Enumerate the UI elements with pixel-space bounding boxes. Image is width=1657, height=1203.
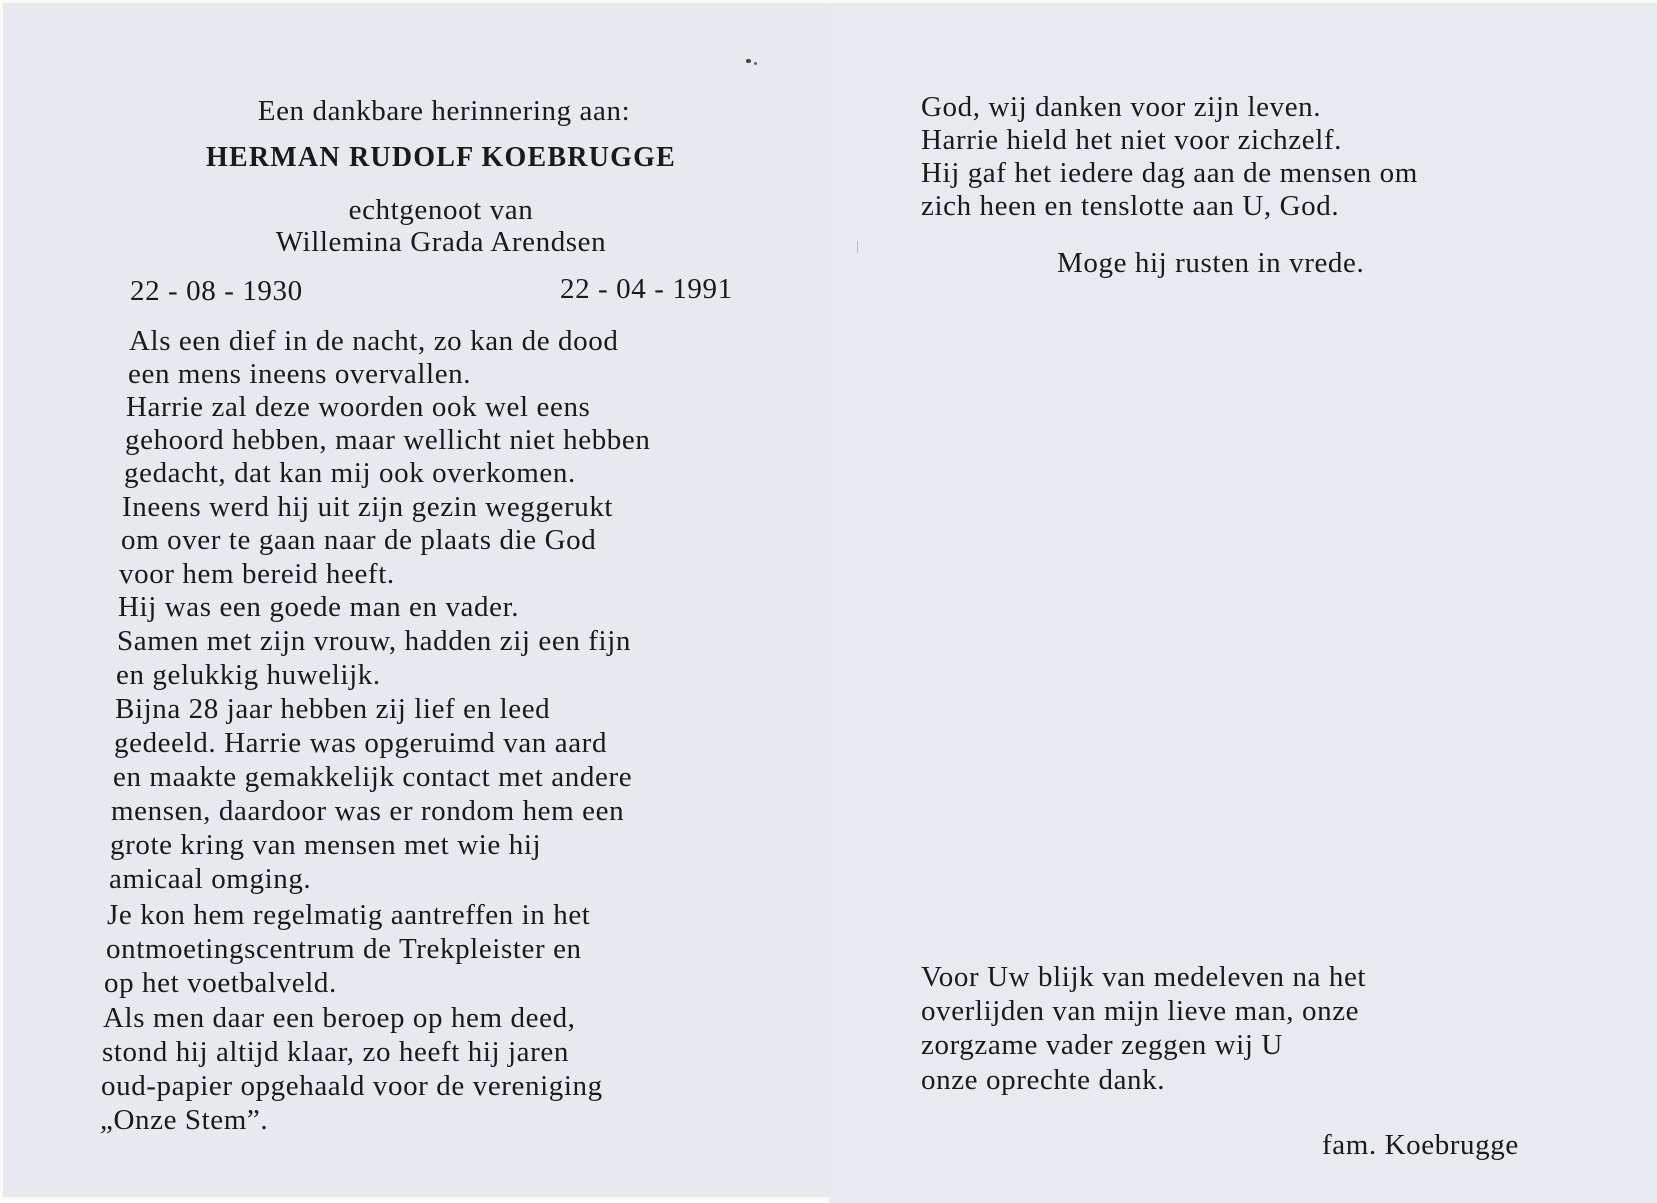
eulogy-line: voor hem bereid heeft. bbox=[119, 558, 395, 590]
spouse-label: echtgenoot van bbox=[348, 194, 534, 226]
eulogy-line: en maakte gemakkelijk contact met andere bbox=[113, 761, 633, 793]
eulogy-line: een mens ineens overvallen. bbox=[128, 358, 472, 390]
prayer-line: zich heen en tenslotte aan U, God. bbox=[921, 190, 1340, 222]
eulogy-line: Harrie zal deze woorden ook wel eens bbox=[126, 391, 591, 423]
eulogy-line: Ineens werd hij uit zijn gezin weggerukt bbox=[122, 491, 614, 523]
thanks-line: onze oprechte dank. bbox=[921, 1064, 1166, 1096]
eulogy-line: gedacht, dat kan mij ook overkomen. bbox=[124, 457, 576, 489]
rest-in-peace: Moge hij rusten in vrede. bbox=[1057, 247, 1365, 279]
prayer-line: God, wij danken voor zijn leven. bbox=[921, 91, 1322, 123]
eulogy-line: Hij was een goede man en vader. bbox=[118, 591, 520, 623]
prayer-line: Hij gaf het iedere dag aan de mensen om bbox=[921, 157, 1418, 189]
eulogy-line: mensen, daardoor was er rondom hem een bbox=[111, 795, 625, 827]
print-speck bbox=[754, 62, 757, 65]
card-left-panel bbox=[3, 3, 829, 1203]
eulogy-line: Bijna 28 jaar hebben zij lief en leed bbox=[115, 693, 551, 725]
birth-date: 22 - 08 - 1930 bbox=[130, 275, 303, 307]
eulogy-line: Samen met zijn vrouw, hadden zij een fijn bbox=[117, 625, 631, 657]
thanks-line: zorgzame vader zeggen wij U bbox=[921, 1029, 1283, 1061]
eulogy-line: om over te gaan naar de plaats die God bbox=[121, 524, 597, 556]
prayer-line: Harrie hield het niet voor zichzelf. bbox=[921, 124, 1342, 156]
eulogy-line: op het voetbalveld. bbox=[104, 967, 337, 999]
death-date: 22 - 04 - 1991 bbox=[560, 273, 733, 305]
deceased-name: HERMAN RUDOLF KOEBRUGGE bbox=[206, 142, 676, 173]
thanks-line: overlijden van mijn lieve man, onze bbox=[921, 995, 1360, 1027]
memorial-heading: Een dankbare herinnering aan: bbox=[257, 95, 631, 127]
card-right-panel bbox=[829, 3, 1657, 1203]
spouse-name: Willemina Grada Arendsen bbox=[275, 226, 607, 258]
eulogy-line: en gelukkig huwelijk. bbox=[116, 659, 381, 691]
eulogy-line: grote kring van mensen met wie hij bbox=[110, 829, 542, 861]
eulogy-line: gedeeld. Harrie was opgeruimd van aard bbox=[114, 727, 608, 759]
eulogy-line: Als een dief in de nacht, zo kan de dood bbox=[129, 325, 619, 357]
print-speck bbox=[746, 59, 751, 63]
eulogy-line: stond hij altijd klaar, zo heeft hij jaren bbox=[102, 1036, 569, 1068]
eulogy-line: „Onze Stem”. bbox=[100, 1104, 269, 1136]
thanks-line: Voor Uw blijk van medeleven na het bbox=[921, 961, 1367, 993]
eulogy-line: oud-papier opgehaald voor de vereniging bbox=[101, 1070, 603, 1102]
eulogy-line: amicaal omging. bbox=[109, 863, 312, 895]
eulogy-line: gehoord hebben, maar wellicht niet hebben bbox=[125, 424, 651, 456]
eulogy-line: Je kon hem regelmatig aantreffen in het bbox=[107, 899, 591, 931]
print-speck bbox=[857, 241, 858, 253]
eulogy-line: ontmoetingscentrum de Trekpleister en bbox=[106, 933, 582, 965]
signature: fam. Koebrugge bbox=[1322, 1129, 1519, 1161]
eulogy-line: Als men daar een beroep op hem deed, bbox=[103, 1002, 576, 1034]
